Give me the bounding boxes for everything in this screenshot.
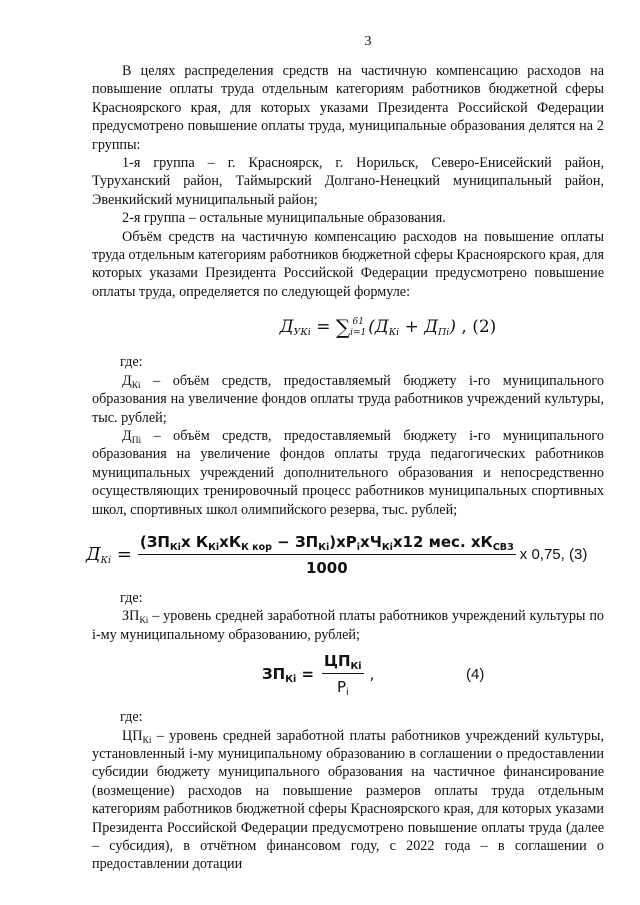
definition-dki-symbol: Д (122, 372, 132, 389)
formula-4-den-sub: i (346, 687, 349, 699)
formula-2-plus: + Д (399, 317, 439, 338)
formula-2-term1-sub: Кi (388, 327, 400, 339)
formula-4-fraction (322, 652, 364, 699)
definition-cpki-symbol-sub: Кi (142, 735, 152, 746)
formula-3-n4-sub: Кi (318, 541, 330, 553)
formula-2-term2-sub: Пi (438, 327, 450, 339)
where-label-2: где: (120, 589, 143, 606)
definition-zpki-symbol: ЗП (122, 608, 140, 625)
formula-3-lhs-sub: Кi (100, 555, 112, 567)
formula-3-n5: )xР (329, 532, 357, 551)
formula-3-n2-sub: Кi (208, 541, 220, 553)
formula-4-lhs-sub: Кi (285, 674, 297, 686)
formula-3-n1: (ЗП (139, 532, 170, 551)
sum-symbol: ∑ (335, 315, 351, 340)
definition-zpki-text: – уровень средней заработной платы работников учреждений культуры по i-му муниципальному образованию, рублей; (92, 608, 604, 643)
definition-dpi-symbol-sub: Пi (131, 435, 142, 446)
page-number: 3 (364, 34, 372, 49)
definition-dpi-text: – объём средств, предоставляемый бюджету i-го муниципального образования на увеличение фондов оплаты труда педагогических работников муниципальных учреждений дополнительного образования и непосредственно осуществляющих тренировочный процесс работников муниципальных спортивных школ, спортивных школ олимпийского резерва, тыс. рублей; (92, 427, 604, 518)
sum-limits (350, 317, 366, 339)
formula-3-n3-sub: К кор (241, 541, 272, 553)
formula-3-n7: x12 мес. xК (392, 532, 493, 551)
formula-3-fraction (138, 533, 516, 577)
paragraph-volume-intro: Объём средств на частичную компенсацию расходов на повышение оплаты труда отдельным категориям работников бюджетной сферы Красноярского края, для которых указами Президента Российской Федерации предусмотрено повышение оплаты труда, определяется по следующей формуле: (92, 228, 604, 300)
formula-4-numerator (322, 652, 364, 673)
formula-3-equals: = (111, 544, 132, 566)
formula-4-num-sub: Кi (350, 661, 362, 673)
formula-4-comma: , (369, 665, 375, 684)
formula-4-lhs (262, 665, 315, 686)
formula-2-lhs-sub: УКi (293, 327, 311, 339)
formula-4-denominator (336, 674, 349, 699)
formula-3-numerator (138, 533, 516, 554)
definition-dki-text: – объём средств, предоставляемый бюджету i-го муниципального образования на увеличение фондов оплаты труда работников учреждений культуры, тыс. рублей; (92, 372, 604, 426)
formula-3-n5-sub: i (356, 541, 361, 553)
formula-4 (262, 652, 604, 699)
sum-upper-limit: 61 (352, 316, 364, 327)
formula-4-number: (4) (466, 665, 485, 683)
definition-dki-symbol-sub: Кi (131, 380, 141, 391)
definition-zpki-symbol-sub: Кi (139, 616, 149, 627)
definition-cpki (92, 727, 604, 874)
formula-4-equals: = (296, 665, 315, 684)
formula-3-n6-sub: Кi (381, 541, 393, 553)
formula-3-n6: xЧ (360, 532, 382, 551)
where-label-1: где: (120, 354, 143, 371)
formula-2 (172, 315, 604, 339)
paragraph-groups-intro: В целях распределения средств на частичную компенсацию расходов на повышение оплаты труда отдельным категориям работников бюджетной сферы Красноярского края, для которых указами Президента Российской Федерации предусмотрено повышение оплаты труда, муниципальные образования делятся на 2 группы: (92, 63, 604, 153)
formula-3-n3: xК (219, 532, 242, 551)
definition-dki (92, 372, 604, 427)
paragraph-group-2: 2-я группа – остальные муниципальные образования. (122, 210, 446, 227)
formula-2-open: (Д (368, 317, 389, 338)
paragraph-group-1: 1-я группа – г. Красноярск, г. Норильск, Северо-Енисейский район, Туруханский район, Таймырский Долгано-Ненецкий муниципальный район, Эвенкийский муниципальный район; (92, 155, 604, 208)
where-label-3: где: (120, 709, 143, 726)
definition-dpi-symbol: Д (122, 427, 132, 444)
definition-zpki (92, 607, 604, 644)
formula-2-close: ) (449, 317, 456, 338)
formula-3-lhs-main: Д (86, 544, 101, 566)
sum-lower-limit: i=1 (350, 327, 367, 338)
formula-4-den-main: Р (336, 678, 346, 697)
formula-2-equals: = (310, 317, 336, 338)
formula-2-lhs: Д (279, 317, 294, 338)
formula-4-num-main: ЦП (324, 652, 351, 671)
definition-cpki-symbol: ЦП (122, 727, 143, 744)
formula-3-n1-sub: Кi (169, 541, 181, 553)
formula-3 (86, 533, 604, 577)
formula-3-denominator: 1000 (305, 558, 348, 577)
formula-2-number: , (2) (455, 317, 497, 338)
formula-3-tail: x 0,75, (3) (519, 546, 588, 564)
formula-3-lhs (86, 544, 132, 565)
formula-3-n2: x К (180, 532, 209, 551)
definition-cpki-text: – уровень средней заработной платы работников учреждений культуры, установленный i-му муниципальному образованию в соглашении о предоставлении субсидии бюджету муниципального образования на частичное финансирование (возмещение) расходов на повышение размеров оплаты труда отдельным категориям работников бюджетной сферы Красноярского края, для которых указами Президента Российской Федерации предусмотрено повышение оплаты труда (далее – субсидия), в отчётном финансовом году, с 2022 года – в соглашении о предоставлении дотации (92, 727, 604, 873)
definition-dpi (92, 427, 604, 519)
formula-4-lhs-main: ЗП (262, 665, 286, 684)
formula-3-n7-sub: СВЗ (492, 541, 514, 553)
formula-3-n4: − ЗП (271, 532, 319, 551)
